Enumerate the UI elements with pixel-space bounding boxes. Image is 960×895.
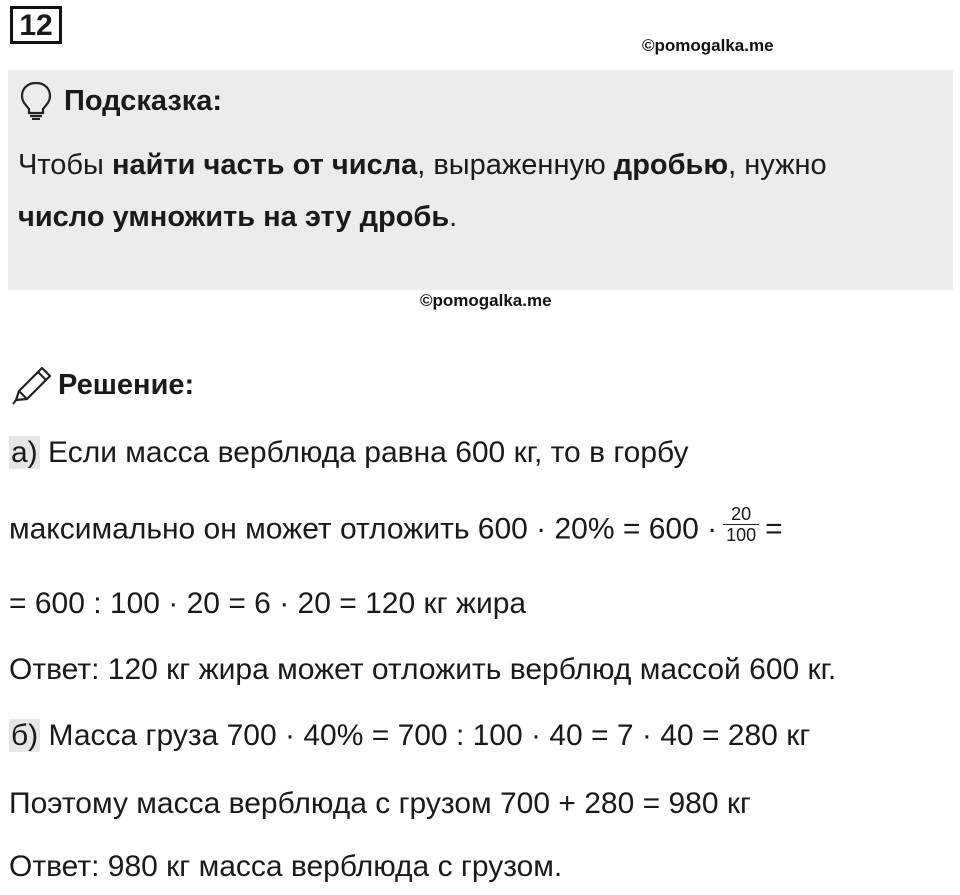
hint-text-line-1: Чтобы найти часть от числа, выраженную дробью, нужно — [18, 149, 827, 181]
part-a-label: а) — [11, 436, 38, 469]
task-number: 12 — [10, 6, 62, 44]
solution-a-line-2: максимально он может отложить 600 · 20% = 600 · $\frac{20}{100}$ = — [9, 504, 783, 546]
watermark-middle: ©pomogalka.me — [420, 291, 552, 310]
solution-b-answer: Ответ: 980 кг масса верблюда с грузом. — [9, 850, 563, 883]
solution-title: Решение: — [58, 369, 195, 401]
watermark-top: ©pomogalka.me — [642, 36, 774, 55]
hint-text-line-2: число умножить на эту дробь. — [18, 201, 458, 233]
pencil-icon — [10, 364, 54, 406]
part-b-label: б) — [11, 719, 39, 752]
solution-b-line-1: б) Масса груза 700 · 40% = 700 : 100 · 40 = 7 · 40 = 280 кг — [11, 719, 811, 752]
hint-title: Подсказка: — [64, 85, 223, 117]
fraction: $\frac{20}{100}$ — [723, 504, 759, 545]
solution-a-line-3: = 600 : 100 · 20 = 6 · 20 = 120 кг жира — [9, 587, 527, 620]
solution-a-line-1: а) Если масса верблюда равна 600 кг, то в горбу — [11, 436, 689, 469]
solution-b-line-2: Поэтому масса верблюда с грузом 700 + 280 = 980 кг — [9, 787, 751, 820]
lightbulb-icon — [18, 80, 54, 120]
solution-a-answer: Ответ: 120 кг жира может отложить верблюд массой 600 кг. — [9, 653, 837, 686]
